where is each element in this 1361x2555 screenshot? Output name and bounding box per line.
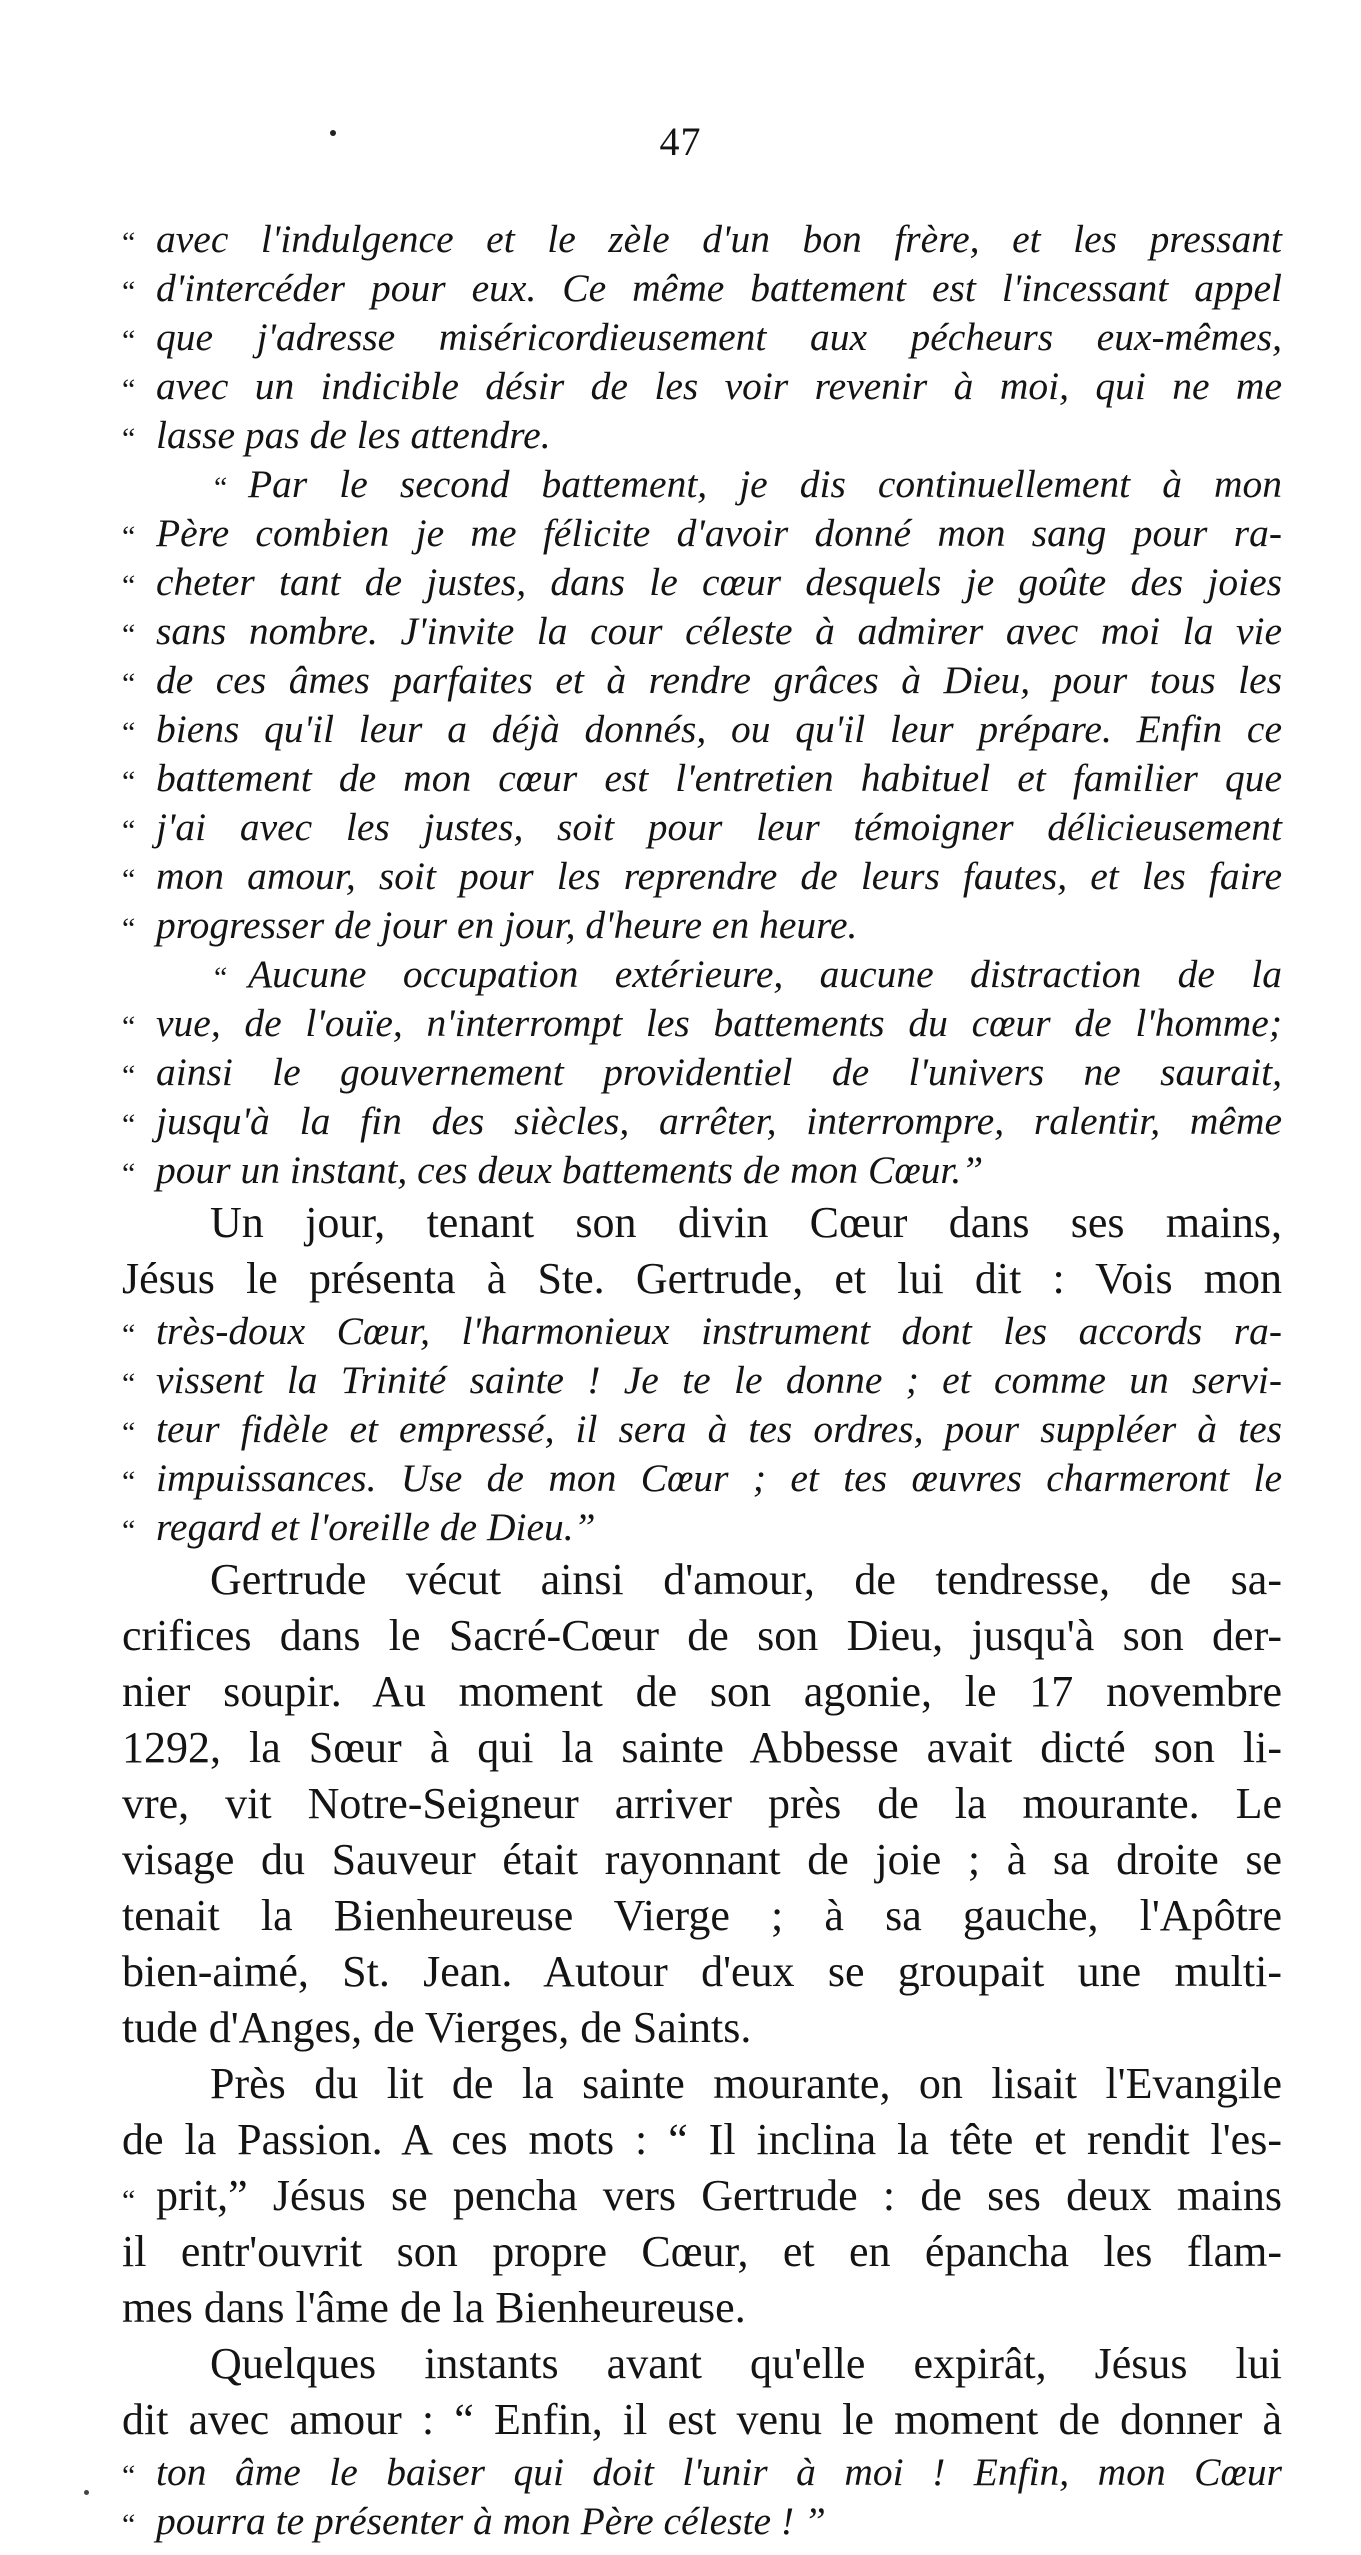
line-text: teur fidèle et empressé, il sera à tes ordres, pour suppléer à tes	[156, 1407, 1282, 1451]
line-text: dit avec amour : “ Enfin, il est venu le moment de donner à	[122, 2395, 1282, 2444]
text-line	[122, 509, 1282, 558]
line-text: pour un instant, ces deux battements de mon Cœur.”	[156, 1148, 984, 1192]
line-quote-mark: “	[122, 1059, 136, 1092]
line-text: Jésus le présenta à Ste. Gertrude, et lui dit : Vois mon	[122, 1254, 1282, 1303]
line-text: impuissances. Use de mon Cœur ; et tes œuvres charmeront le	[156, 1456, 1282, 1500]
line-text: vue, de l'ouïe, n'interrompt les battements du cœur de l'homme;	[156, 1001, 1282, 1045]
line-quote-mark: “	[122, 2184, 136, 2217]
text-line	[122, 1454, 1282, 1503]
line-text: vissent la Trinité sainte ! Je te le donne ; et comme un servi-	[156, 1358, 1282, 1402]
text-line	[122, 313, 1282, 362]
text-line	[122, 607, 1282, 656]
line-quote-mark: “	[122, 1465, 136, 1498]
line-text: pourra te présenter à mon Père céleste ! ”	[156, 2499, 826, 2543]
text-line	[122, 2000, 1282, 2056]
line-text: mon amour, soit pour les reprendre de leurs fautes, et les faire	[156, 854, 1282, 898]
text-line	[122, 1552, 1282, 1608]
text-line	[122, 999, 1282, 1048]
line-text: ton âme le baiser qui doit l'unir à moi ! Enfin, mon Cœur	[156, 2450, 1282, 2494]
line-text: regard et l'oreille de Dieu.”	[156, 1505, 596, 1549]
line-quote-mark: “	[214, 961, 228, 994]
text-line	[122, 1720, 1282, 1776]
line-text: cheter tant de justes, dans le cœur desquels je goûte des joies	[156, 560, 1282, 604]
print-speck	[84, 2490, 89, 2495]
text-line	[122, 1776, 1282, 1832]
text-line	[122, 1405, 1282, 1454]
line-quote-mark: “	[122, 667, 136, 700]
line-quote-mark: “	[122, 1514, 136, 1547]
page-number: 47	[659, 119, 702, 164]
text-line	[122, 2224, 1282, 2280]
text-line	[122, 852, 1282, 901]
text-line	[122, 705, 1282, 754]
text-line	[122, 2112, 1282, 2168]
text-line	[122, 803, 1282, 852]
text-line	[122, 754, 1282, 803]
line-text: Père combien je me félicite d'avoir donné mon sang pour ra-	[156, 511, 1282, 555]
line-quote-mark: “	[122, 1318, 136, 1351]
line-quote-mark: “	[122, 422, 136, 455]
text-line	[122, 901, 1282, 950]
line-text: progresser de jour en jour, d'heure en heure.	[156, 903, 858, 947]
line-text: lasse pas de les attendre.	[156, 413, 551, 457]
text-line	[122, 460, 1282, 509]
line-text: Quelques instants avant qu'elle expirât, Jésus lui	[210, 2339, 1282, 2388]
line-text: que j'adresse miséricordieusement aux pécheurs eux-mêmes,	[156, 315, 1282, 359]
line-quote-mark: “	[122, 618, 136, 651]
text-line	[122, 2392, 1282, 2448]
line-quote-mark: “	[122, 324, 136, 357]
line-text: biens qu'il leur a déjà donnés, ou qu'il leur prépare. Enfin ce	[156, 707, 1282, 751]
text-line	[122, 2448, 1282, 2497]
line-quote-mark: “	[122, 1010, 136, 1043]
text-line	[122, 1356, 1282, 1405]
line-quote-mark: “	[122, 1367, 136, 1400]
line-text: bien-aimé, St. Jean. Autour d'eux se groupait une multi-	[122, 1947, 1282, 1996]
text-line	[122, 1251, 1282, 1307]
line-text: 1292, la Sœur à qui la sainte Abbesse avait dicté son li-	[122, 1723, 1282, 1772]
text-line	[122, 411, 1282, 460]
line-quote-mark: “	[122, 2459, 136, 2492]
text-line	[122, 1195, 1282, 1251]
line-quote-mark: “	[122, 716, 136, 749]
line-text: visage du Sauveur était rayonnant de joie ; à sa droite se	[122, 1835, 1282, 1884]
text-line	[122, 1146, 1282, 1195]
line-quote-mark: “	[122, 765, 136, 798]
text-line	[122, 950, 1282, 999]
line-quote-mark: “	[122, 1108, 136, 1141]
line-text: Aucune occupation extérieure, aucune distraction de la	[248, 952, 1282, 996]
text-line	[122, 1307, 1282, 1356]
line-quote-mark: “	[122, 275, 136, 308]
line-text: nier soupir. Au moment de son agonie, le 17 novembre	[122, 1667, 1282, 1716]
text-line	[122, 1944, 1282, 2000]
line-text: battement de mon cœur est l'entretien habituel et familier que	[156, 756, 1282, 800]
text-line	[122, 2056, 1282, 2112]
line-text: de ces âmes parfaites et à rendre grâces à Dieu, pour tous les	[156, 658, 1282, 702]
line-text: vre, vit Notre-Seigneur arriver près de la mourante. Le	[122, 1779, 1282, 1828]
text-line	[122, 656, 1282, 705]
line-text: sans nombre. J'invite la cour céleste à admirer avec moi la vie	[156, 609, 1282, 653]
line-text: d'intercéder pour eux. Ce même battement est l'incessant appel	[156, 266, 1282, 310]
line-text: Près du lit de la sainte mourante, on lisait l'Evangile	[210, 2059, 1282, 2108]
text-line	[122, 2280, 1282, 2336]
line-quote-mark: “	[122, 520, 136, 553]
text-line	[122, 1097, 1282, 1146]
line-quote-mark: “	[122, 814, 136, 847]
line-text: prit,” Jésus se pencha vers Gertrude : de ses deux mains	[156, 2171, 1282, 2220]
text-line	[122, 1888, 1282, 1944]
line-text: j'ai avec les justes, soit pour leur témoigner délicieusement	[156, 805, 1282, 849]
line-text: tenait la Bienheureuse Vierge ; à sa gauche, l'Apôtre	[122, 1891, 1282, 1940]
line-text: tude d'Anges, de Vierges, de Saints.	[122, 2003, 752, 2052]
text-line	[122, 1048, 1282, 1097]
line-quote-mark: “	[122, 1157, 136, 1190]
text-line	[122, 558, 1282, 607]
line-quote-mark: “	[122, 912, 136, 945]
line-quote-mark: “	[122, 226, 136, 259]
text-line	[122, 215, 1282, 264]
line-text: Gertrude vécut ainsi d'amour, de tendresse, de sa-	[210, 1555, 1282, 1604]
line-text: de la Passion. A ces mots : “ Il inclina la tête et rendit l'es-	[122, 2115, 1282, 2164]
line-quote-mark: “	[122, 1416, 136, 1449]
text-line	[122, 2336, 1282, 2392]
body-text	[122, 215, 1282, 2546]
line-text: il entr'ouvrit son propre Cœur, et en épancha les flam-	[122, 2227, 1282, 2276]
line-quote-mark: “	[122, 569, 136, 602]
text-line	[122, 362, 1282, 411]
text-line	[122, 2497, 1282, 2546]
line-text: ainsi le gouvernement providentiel de l'univers ne saurait,	[156, 1050, 1282, 1094]
text-line	[122, 2168, 1282, 2224]
text-line	[122, 1503, 1282, 1552]
line-quote-mark: “	[214, 471, 228, 504]
line-text: crifices dans le Sacré-Cœur de son Dieu, jusqu'à son der-	[122, 1611, 1282, 1660]
line-text: avec l'indulgence et le zèle d'un bon frère, et les pressant	[156, 217, 1282, 261]
line-text: très-doux Cœur, l'harmonieux instrument dont les accords ra-	[156, 1309, 1282, 1353]
text-line	[122, 264, 1282, 313]
line-quote-mark: “	[122, 2508, 136, 2541]
line-quote-mark: “	[122, 863, 136, 896]
line-text: Par le second battement, je dis continuellement à mon	[248, 462, 1282, 506]
line-text: jusqu'à la fin des siècles, arrêter, interrompre, ralentir, même	[156, 1099, 1282, 1143]
line-text: Un jour, tenant son divin Cœur dans ses mains,	[210, 1198, 1282, 1247]
line-quote-mark: “	[122, 373, 136, 406]
line-text: avec un indicible désir de les voir revenir à moi, qui ne me	[156, 364, 1282, 408]
text-line	[122, 1608, 1282, 1664]
text-line	[122, 1664, 1282, 1720]
line-text: mes dans l'âme de la Bienheureuse.	[122, 2283, 746, 2332]
text-line	[122, 1832, 1282, 1888]
